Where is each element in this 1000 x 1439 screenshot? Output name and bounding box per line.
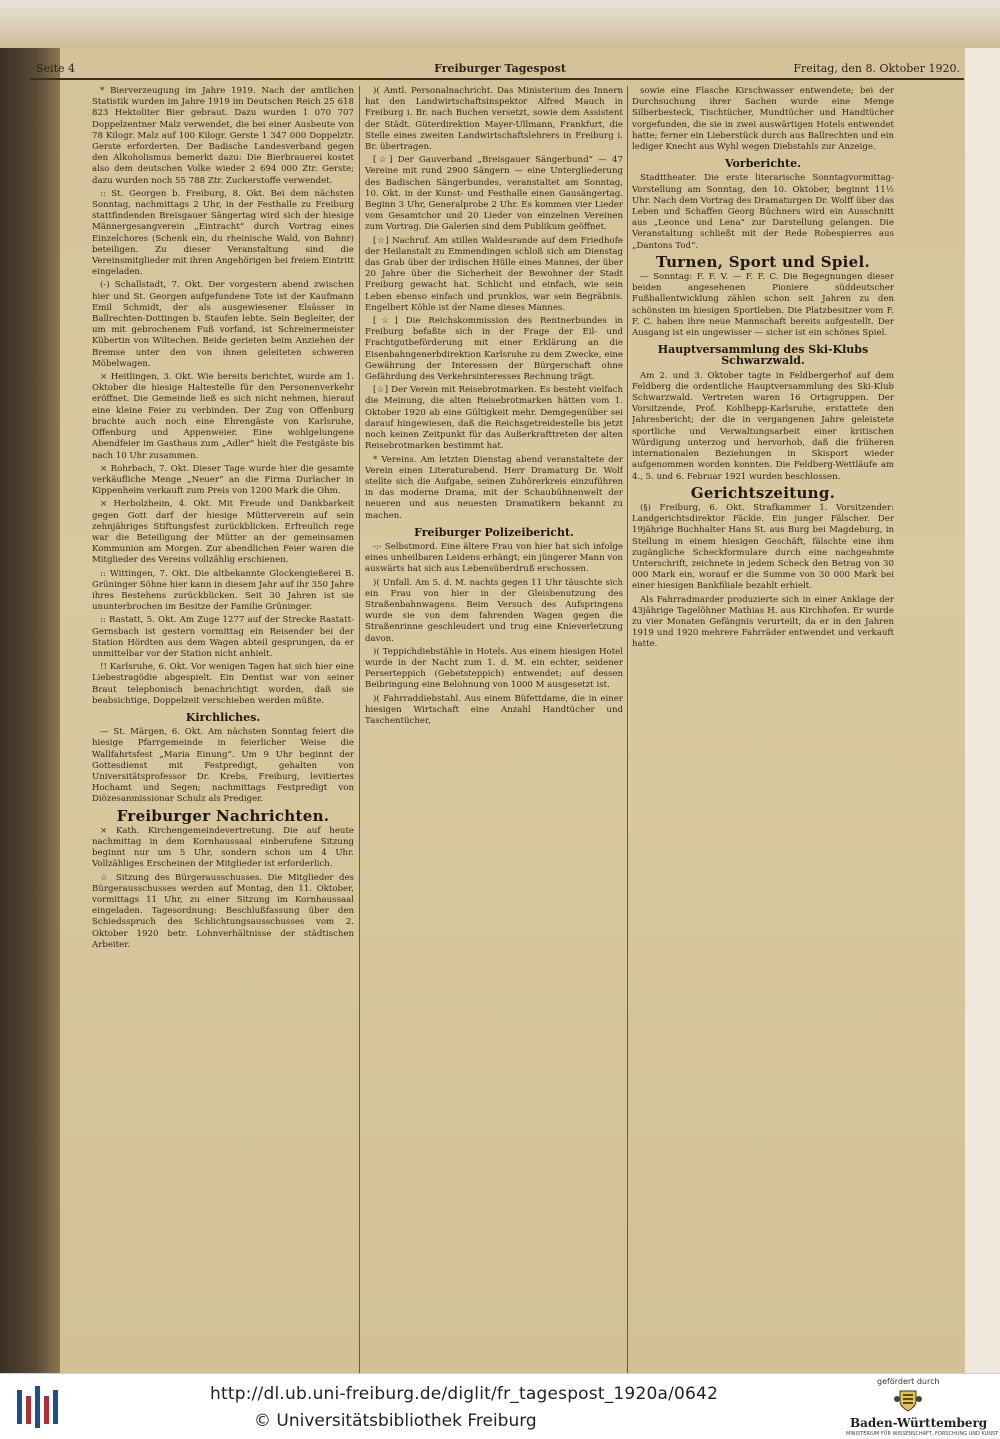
article-text: Am 2. und 3. Oktober tagte in Feldbergerhof auf dem Feldberg die ordentliche Hauptversammlung des Ski-Klub Schwarzwald. Vertreten waren 16 Ortsgruppen. Der Vorsitzende, Prof. Kohlhepp-Karlsruhe, erstattete den Jahresbericht; der die in vergangenen Jahre geleistete sportliche und Verwaltungsarbeit einer kritischen Würdigung unterzog und hervorhob, daß die früheren internationalen Beziehungen in Skisport wieder aufgenommen worden konnten. Die Feldberg-Wettläufe am 4., 5. und 6. Februar 1921 wurden beschlossen. bbox=[632, 370, 894, 482]
section-heading: Turnen, Sport und Spiel. bbox=[656, 252, 870, 271]
article-text: )( Unfall. Am 5. d. M. nachts gegen 11 Uhr täuschte sich ein Frau von hier in der Gleisbenutzung des Straßenbahnwagens. Beim Versuch des Aufspringens wurde sie von dem fahrenden Wagen gegen die Straßenrinne geschleudert und trug eine Knieverletzung davon. bbox=[365, 577, 623, 644]
funder-label: gefördert durch bbox=[877, 1377, 940, 1386]
copyright-notice: © Universitätsbibliothek Freiburg bbox=[254, 1411, 537, 1431]
article-text: Als Fahrradmarder produzierte sich in einer Anklage der 43jährige Tagelöhner Mathias H. aus Kirchhofen. Er wurde zu vier Monaten Gefängnis verurteilt, da er in den Jahren 1919 und 1920 mehrere Fahrräder entwendet und verkauft hatte. bbox=[632, 594, 894, 650]
article-text: × Kath. Kirchengemeindevertretung. Die auf heute nachmittag in dem Kornhaussaal einberufene Sitzung beginnt nur um 5 Uhr, sondern schon um 4 Uhr. Vollzähliges Erscheinen der Mitglieder ist erforderlich. bbox=[92, 825, 354, 870]
article-text: )( Teppichdiebstähle in Hotels. Aus einem hiesigen Hotel wurde in der Nacht zum 1. d. M. ein echter, seidener Perserteppich (Gebetsteppich) entwendet; auf dessen Beibringung eine Belohnung von 1000 M ausgesetzt ist. bbox=[365, 646, 623, 691]
scan-binding-edge bbox=[0, 48, 60, 1373]
funder-name: Baden-Württemberg bbox=[850, 1416, 988, 1430]
scan-right-margin bbox=[965, 48, 1000, 1373]
article-text: × Rohrbach, 7. Okt. Dieser Tage wurde hier die gesamte verkäufliche Menge „Neuer“ an die Firma Durlacher in Kippenheim verkauft zum Preis von 1200 Mark die Ohm. bbox=[92, 463, 354, 497]
article-text: Stadttheater. Die erste literarische Sonntagvormittag-Vorstellung am Sonntag, den 10. Oktober, beginnt 11½ Uhr. Nach dem Vortrag des Dramaturgen Dr. Wolff über das Leben und Schaffen Georg Büchners wird ein Ausschnitt aus „Leonce und Lena“ zur Darstellung gelangen. Die Veranstaltung schließt mit der Rede Robespierres aus „Dantons Tod“. bbox=[632, 173, 894, 251]
viewer-footer bbox=[0, 1373, 1000, 1439]
permalink-url[interactable]: http://dl.ub.uni-freiburg.de/diglit/fr_tagespost_1920a/0642 bbox=[210, 1384, 719, 1404]
article-text: (-) Schallstadt, 7. Okt. Der vorgestern abend zwischen hier und St. Georgen aufgefundene Tote ist der Kaufmann Emil Schmidt, der als ausgewiesener Elsässer in Ballrechten-Dottingen b. Staufen lebte. Sein Begleiter, der um mit gebrochenem Fuß vorfand, ist Schreinermeister Kübertin von Wiltechen. Beide gerieten beim Anziehen der Bremse unter den von ihnen geleiteten schweren Möbelwagen. bbox=[92, 280, 354, 369]
article-text: :: Wittingen, 7. Okt. Die altbekannte Glockengießerei B. Grüninger Söhne hier kann in diesem Jahr auf ihr 350 Jahre ihres Bestehens zurückblicken. Seit 30 Jahren ist sie ununterbrochen im Besitze der Familie Grüninger. bbox=[92, 568, 354, 613]
article-text: ☆ Sitzung des Bürgerausschusses. Die Mitglieder des Bürgerausschusses werden auf Montag, den 11. Oktober, vormittags 11 Uhr, zu einer Sitzung im Kornhaussaal eingeladen. Tagesordnung: Beschlußfassung über den Schiedsspruch des Schlichtungsausschusses vom 2. Oktober 1920 betr. Lohnverhältnisse der städtischen Arbeiter. bbox=[92, 872, 354, 950]
section-heading: Gerichtszeitung. bbox=[690, 483, 836, 502]
article-text: sowie eine Flasche Kirschwasser entwendete; bei der Durchsuchung ihrer Sachen wurde eine Menge Silberbesteck, Tischtücher, Mundtücher und Handtücher vorgefunden, die sie in zwei auswärtigen Hotels entwendet hatte; ferner ein Lieberstück durch aus Ballrechten und ein lediger Knecht aus Wyhl wegen Diebstahls zur Anzeige. bbox=[632, 86, 894, 153]
article-text: — Sonntag: F. F. V. — F. F. C. Die Begegnungen dieser beiden angesehenen Pioniere süddeutscher Fußballentwicklung zählen schon seit Jahren zu den schönsten im hiesigen Sportleben. Die Platzbesitzer vom F. F. C. haben ihre neue Mannschaft bereits aufgestellt. Der Ausgang ist ein ungewisser — sicher ist ein schönes Spiel. bbox=[632, 272, 894, 339]
section-heading: Vorberichte. bbox=[725, 157, 801, 171]
article-text: !! Karlsruhe, 6. Okt. Vor wenigen Tagen hat sich hier eine Liebestragödie abgespielt. Ein Dentist war von seiner Braut telephonisch benachrichtigt worden, daß sie beabsichtige, Doppelzeit verschieben werden müßte. bbox=[92, 662, 354, 706]
baden-wuerttemberg-crest-icon bbox=[892, 1388, 924, 1414]
article-text: * Vereins. Am letzten Dienstag abend veranstaltete der Verein einen Literaturabend. Herr Dramaturg Dr. Wolf stellte sich die Aufgabe, seinen Zuhörerkreis einzuführen in das moderne Drama, mit der Schaubühnenwelt der neueren und aus neuesten Dramatikern bekannt zu machen. bbox=[365, 454, 623, 521]
column-rule bbox=[627, 86, 628, 1405]
issue-date: Freitag, den 8. Oktober 1920. bbox=[793, 62, 960, 75]
article-text: [☆] Nachruf. Am stillen Waldesrande auf dem Friedhofe der Heilanstalt zu Emmendingen schloß sich am Dienstag das Grab über der irdischen Hülle eines Mannes, der über 20 Jahre über die Sicherheit der Bewohner der Stadt Freiburg gewacht hat. Schlicht und einfach, wie sein Leben ebenso einfach und prunklos, war sein Begräbnis. Engelbert Köhle ist der Name dieses Mannes. bbox=[365, 235, 623, 313]
article-text: )( Amtl. Personalnachricht. Das Ministerium des Innern hat den Landwirtschaftsinspektor Alfred Mauch in Freiburg i. Br. nach Buchen versetzt, sowie dem Assistent der Städt. Güterdirektion Mayer-Ullmann, Frankfurt, die Stelle eines zweiten Landwirtschaftslehrers in Freiburg i. Br. übertragen. bbox=[365, 86, 623, 153]
column-1 bbox=[92, 86, 354, 1409]
section-heading: Kirchliches. bbox=[185, 710, 261, 724]
article-text: [☆] Der Verein mit Reisebrotmarken. Es besteht vielfach die Meinung, die alten Reisebrotmarken hätten vom 1. Oktober 1920 ab eine Gültigkeit mehr. Demgegenüber sei darauf hingewiesen, daß die Reichsgetreidestelle bis jetzt noch keinen Zeitpunkt für das Außerkrafttreten der alten Reisebrotmarken bestimmt hat. bbox=[365, 385, 623, 452]
funder-ministry: MINISTERIUM FÜR WISSENSCHAFT, FORSCHUNG UND KUNST bbox=[846, 1431, 999, 1437]
article-text: :: Rastatt, 5. Okt. Am Zuge 1277 auf der Strecke Rastatt-Gernsbach ist gestern vormittag ein Reisender bei der Station Hördten aus dem Wagen abteil gesprungen, da er unmittelbar vor der Station nicht anhielt. bbox=[92, 615, 354, 659]
article-text: (§) Freiburg, 6. Okt. Strafkammer 1. Vorsitzender: Landgerichtsdirektor Fäckle. Ein junger Fälscher. Der 19jährige Buchhalter Hans St. aus Burg bei Magdeburg, in Stellung in einem hiesigen Geschäft, fälschte eine ihm zugängliche Scheckformulare durch eine nachgeahmte Unterschrift, zeichnete in jedem Scheck den Betrag von 30 000 Mark ein, worauf er die Summe von 30 000 Mark bei einer hiesigen Bankfiliale bezahlt erhielt. bbox=[632, 502, 894, 592]
newspaper-title: Freiburger Tagespost bbox=[434, 62, 566, 75]
section-heading: Hauptversammlung des Ski-Klubs Schwarzwald. bbox=[657, 343, 869, 368]
scan-top-margin bbox=[0, 0, 1000, 48]
page-number: Seite 4 bbox=[36, 62, 75, 75]
article-text: [☆] Die Reichskommission des Rentnerbundes in Freiburg befaßte sich in der Frage der Eil- und Frachtgutbeförderung mit einer Erklärung an die Eisenbahngenerbdirektion Karlsruhe zu dem Zwecke, eine Gewährung der Interessen der Bürgerschaft ohne Gefährdung des Verkehrsinteresses Rechnung trägt. bbox=[365, 316, 623, 383]
column-rule bbox=[359, 86, 360, 1405]
article-text: )( Fahrraddiebstahl. Aus einem Büfettdame, die in einer hiesigen Wirtschaft eine Anzahl Handtücher und Taschentücher, bbox=[365, 693, 623, 726]
article-text: × Heitlingen, 3. Okt. Wie bereits berichtet, wurde am 1. Oktober die hiesige Haltestelle für den Personenverkehr eröffnet. Die Gemeinde ließ es sich nicht nehmen, hierauf eine kleine Feier zu verbinden. Der Zug von Offenburg brachte auch noch eine Ehrengäste von Karlsruhe, Offenburg und Appenweier. Eine wohlgelungene Abendfeier im Gasthaus zum „Adler“ hielt die Festgäste bis nach 10 Uhr zusammen. bbox=[92, 372, 354, 461]
header-rule bbox=[30, 78, 964, 80]
article-text: -:- Selbstmord. Eine ältere Frau von hier hat sich infolge eines unheilbaren Leidens erhängt; ein jüngerer Mann von auswärts hat sich aus Lebensüberdruß erschossen. bbox=[365, 541, 623, 575]
article-text: [☆] Der Gauverband „Breisgauer Sängerbund“ — 47 Vereine mit rund 2900 Sängern — eine Untergliederung des Badischen Sängerbundes, veranstaltet am Sonntag, 10. Okt. in der Kunst- und Festhalle einen Gausängertag. Beginn 3 Uhr, Generalprobe 2 Uhr. Es kommen vier Lieder vom Gesamtchor und 20 Lieder von einzelnen Vereinen zum Vortrag. Die Galerien sind dem Publikum geöffnet. bbox=[365, 155, 623, 233]
article-text: * Bierverzeugung im Jahre 1919. Nach der amtlichen Statistik wurden im Jahre 1919 im Deutschen Reich 25 618 823 Hektoliter Bier gebraut. Dazu wurden 1 070 707 Doppelzentner Malz verwendet, die bei einer Ausbeute von 78 Kilogr. Malz auf 100 Kilogr. Gerste 1 347 000 Doppelztr. Gerste erforderten. Der Badische Landesverband gegen den Alkoholismus bemerkt dazu: Die Bierbrauerei kostet also dem deutschen Volke wieder 2 694 000 Ztr. Gerste; dazu wurden noch 55 788 Ztr. Zuckerstoffe verwendet. bbox=[92, 86, 354, 186]
column-2 bbox=[365, 86, 623, 1409]
ub-freiburg-logo-icon bbox=[14, 1382, 64, 1432]
section-heading: Freiburger Polizeibericht. bbox=[414, 525, 574, 539]
article-text: — St. Märgen, 6. Okt. Am nächsten Sonntag feiert die hiesige Pfarrgemeinde in feierlicher Weise die Wallfahrtsfest „Maria Einung“. Um 9 Uhr beginnt der Gottesdienst mit Festpredigt, gehalten von Universitätsprofessor Dr. Krebs, Freiburg, levitiertes Hochamt und Segen; nachmittags Festpredigt von Diözesanmissionar Schulz als Prediger. bbox=[92, 727, 354, 805]
article-text: :: St. Georgen b. Freiburg, 8. Okt. Bei dem nächsten Sonntag, nachmittags 2 Uhr, in der Festhalle zu Freiburg stattfindenden Breisgauer Sängertag wird sich der hiesige Männergesangverein „Eintracht“ durch Vortrag eines Einzelchores (Schenk ein, du rheinische Wald, von Bahnr) beteiligen. Zu dieser Veranstaltung sind die Vereinsmitglieder mit ihren Angehörigen bei freiem Eintritt eingeladen. bbox=[92, 188, 354, 278]
article-text: × Herbolzheim, 4. Okt. Mit Freude und Dankbarkeit gegen Gott darf der hiesige Mütterverein auf sein zehnjähriges Stiftungsfest zurückblicken. Erfreulich rege war die Beteiligung der Mütter an der gemeinsamen Kommunion am Morgen. Zur abendlichen Feier waren die Mitglieder des Vereins vollzählig erschienen. bbox=[92, 499, 354, 566]
column-3 bbox=[632, 86, 894, 1409]
section-heading: Freiburger Nachrichten. bbox=[116, 806, 330, 825]
